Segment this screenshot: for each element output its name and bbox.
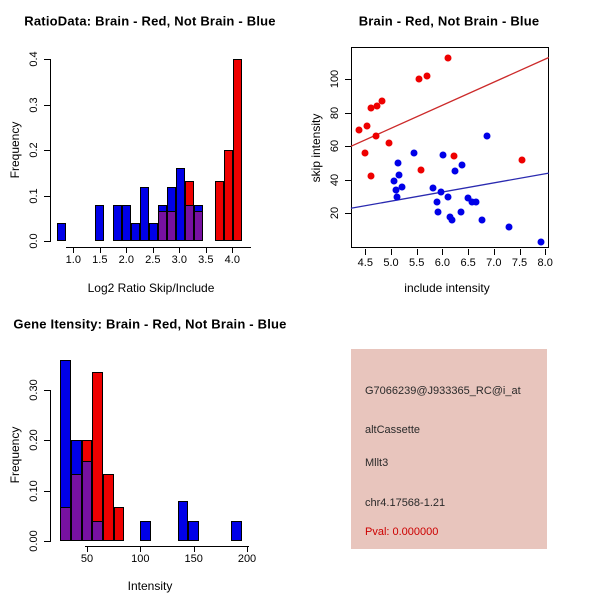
hist-bar-red	[114, 507, 125, 541]
ratio-hist-xlabel: Log2 Ratio Skip/Include	[87, 281, 215, 295]
gene-name-text: Mllt3	[365, 457, 389, 469]
gene-hist-ylabel: Frequency	[8, 426, 22, 484]
hist-bar-blue	[188, 521, 199, 541]
y-tick-label: 0.3	[28, 96, 40, 113]
ratio-hist-ylabel: Frequency	[8, 121, 22, 179]
y-tick-label: 60	[329, 140, 341, 153]
y-axis-line	[50, 390, 51, 542]
hist-bar-blue	[178, 501, 189, 541]
y-tick-label: 0.10	[28, 479, 40, 502]
x-tick-label: 5.5	[409, 256, 425, 269]
hist-bar-purple	[82, 461, 93, 541]
x-tick-label: 2.5	[145, 253, 161, 266]
probe-id-text: G7066239@J933365_RC@i_at	[365, 385, 521, 397]
pval-text: Pval: 0.000000	[365, 526, 439, 538]
hist-bar-purple	[60, 507, 71, 541]
y-tick-label: 100	[329, 70, 341, 89]
ratio-histogram-title: RatioData: Brain - Red, Not Brain - Blue	[24, 13, 276, 29]
x-tick-label: 1.5	[92, 253, 108, 266]
y-tick-label: 20	[329, 207, 341, 220]
x-tick-label: 4.5	[357, 256, 373, 269]
x-tick-label: 150	[184, 552, 203, 565]
x-axis-line	[85, 546, 249, 547]
y-tick-label: 0.20	[28, 429, 40, 452]
x-tick-label: 7.5	[511, 256, 528, 269]
scatter-title: Brain - Red, Not Brain - Blue	[358, 13, 540, 29]
y-tick-label: 0.2	[28, 142, 40, 158]
x-axis-tick	[247, 546, 248, 552]
x-axis-tick	[140, 546, 141, 552]
x-tick-label: 200	[237, 552, 257, 565]
hist-bar-purple	[92, 521, 103, 541]
y-tick-label: 40	[329, 173, 341, 186]
hist-bar-blue	[231, 521, 242, 541]
hist-bar-red	[103, 474, 114, 541]
x-axis-tick	[87, 546, 88, 552]
x-tick-label: 1.0	[65, 253, 81, 266]
y-tick-label: 0.4	[28, 51, 40, 67]
x-tick-label: 100	[131, 552, 150, 565]
y-tick-label: 80	[329, 106, 341, 119]
y-tick-label: 0.00	[28, 530, 40, 552]
x-tick-label: 2.0	[118, 253, 134, 266]
hist-bar-red	[92, 372, 103, 541]
y-tick-label: 0.30	[28, 379, 40, 401]
gene-histogram-title: Gene Itensity: Brain - Red, Not Brain - Blue	[13, 316, 287, 332]
y-axis-tick	[44, 541, 50, 542]
x-tick-label: 6.0	[434, 256, 451, 269]
y-axis-tick	[44, 390, 50, 391]
scatter-xlabel: include intensity	[404, 281, 490, 295]
scatter-ylabel: skip intensity	[309, 113, 323, 183]
x-tick-label: 50	[80, 552, 94, 565]
locus-text: chr4.17568-1.21	[365, 497, 446, 509]
y-axis-tick	[44, 491, 50, 492]
x-tick-label: 6.5	[460, 256, 476, 269]
info-panel	[351, 349, 547, 549]
splice-type-text: altCassette	[365, 424, 421, 436]
x-tick-label: 8.0	[537, 256, 553, 269]
x-tick-label: 3.5	[198, 253, 214, 266]
gene-hist-xlabel: Intensity	[127, 579, 173, 593]
x-tick-label: 3.0	[171, 253, 187, 266]
y-axis-tick	[44, 440, 50, 441]
hist-bar-purple	[71, 474, 82, 541]
y-tick-label: 0.0	[28, 233, 40, 249]
y-tick-label: 0.1	[28, 188, 40, 204]
x-tick-label: 4.0	[224, 253, 240, 266]
x-tick-label: 7.0	[486, 256, 502, 269]
x-tick-label: 5.0	[383, 256, 399, 269]
x-axis-tick	[194, 546, 195, 552]
hist-bar-blue	[140, 521, 151, 541]
